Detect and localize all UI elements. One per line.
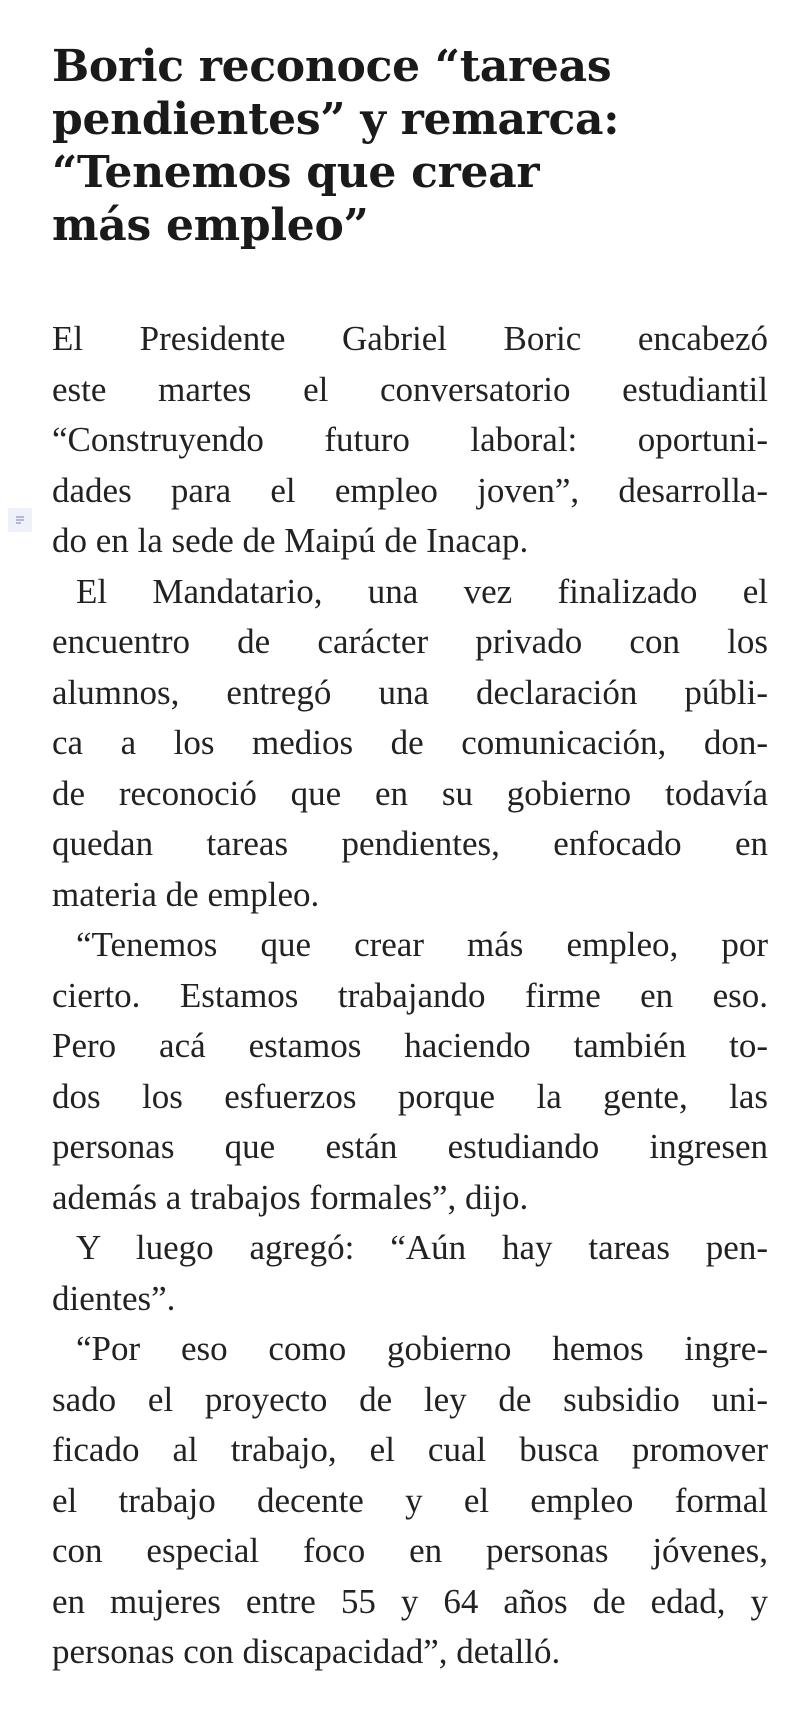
paragraph-3	[52, 920, 768, 1223]
body-line: do en la sede de Maipú de Inacap.	[52, 521, 529, 560]
body-line: este martes el conversatorio estudiantil	[52, 369, 768, 409]
news-article	[52, 40, 768, 1678]
article-headline	[52, 40, 768, 252]
body-line: cierto. Estamos trabajando firme en eso.	[52, 975, 768, 1015]
body-line: dades para el empleo joven”, desarrolla-	[52, 470, 768, 510]
paragraph-2	[52, 567, 768, 921]
paragraph-1	[52, 314, 768, 567]
body-line: Y luego agregó: “Aún hay tareas pen-	[76, 1228, 768, 1267]
body-line: de reconoció que en su gobierno todavía	[52, 773, 768, 813]
body-line: “Por eso como gobierno hemos ingre-	[76, 1329, 768, 1368]
body-line: dos los esfuerzos porque la gente, las	[52, 1076, 768, 1116]
article-body	[52, 314, 768, 1678]
headline-line: pendientes” y remarca:	[52, 94, 620, 145]
headline-line: más empleo”	[52, 200, 369, 251]
text-lines-icon[interactable]	[8, 508, 32, 532]
body-line: personas que están estudiando ingresen	[52, 1127, 768, 1166]
body-line: ca a los medios de comunicación, don-	[52, 723, 768, 762]
body-line: ficado al trabajo, el cual busca promover	[52, 1430, 768, 1469]
headline-line: “Tenemos que crear	[52, 147, 540, 198]
headline-line: Boric reconoce “tareas	[52, 41, 612, 92]
body-line: encuentro de carácter privado con los	[52, 622, 768, 661]
body-line: dientes”.	[52, 1278, 176, 1318]
paragraph-4	[52, 1223, 768, 1324]
body-line: “Tenemos que crear más empleo, por	[76, 925, 768, 964]
body-line: Pero acá estamos haciendo también to-	[52, 1026, 768, 1065]
body-line: materia de empleo.	[52, 874, 320, 914]
body-line: además a trabajos formales”, dijo.	[52, 1177, 529, 1217]
body-line: con especial foco en personas jóvenes,	[52, 1531, 768, 1570]
body-line: El Presidente Gabriel Boric encabezó	[52, 319, 768, 358]
body-line: “Construyendo futuro laboral: oportuni-	[52, 420, 768, 459]
body-line: El Mandatario, una vez finalizado el	[76, 571, 768, 611]
body-line: el trabajo decente y el empleo formal	[52, 1480, 768, 1520]
body-line: en mujeres entre 55 y 64 años de edad, y	[52, 1581, 768, 1621]
paragraph-5	[52, 1324, 768, 1678]
body-line: personas con discapacidad”, detalló.	[52, 1632, 561, 1671]
body-line: sado el proyecto de ley de subsidio uni-	[52, 1379, 768, 1419]
body-line: alumnos, entregó una declaración públi-	[52, 672, 768, 712]
body-line: quedan tareas pendientes, enfocado en	[52, 824, 768, 863]
